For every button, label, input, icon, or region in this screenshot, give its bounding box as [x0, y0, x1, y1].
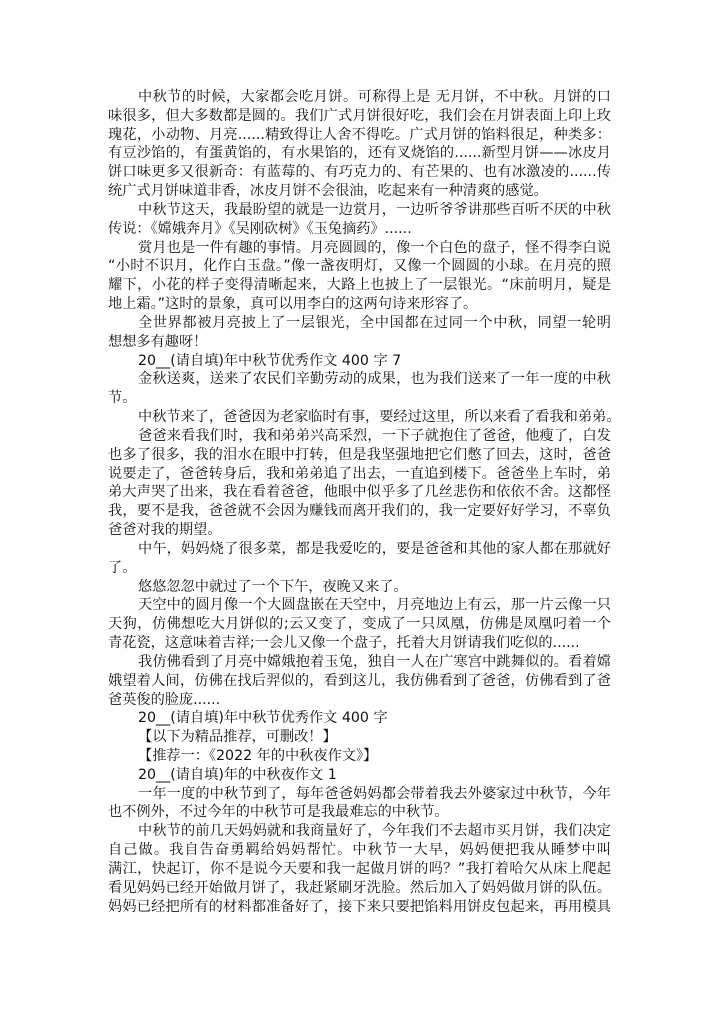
text-line: 了。 — [108, 559, 137, 576]
text-line: 耀下，小花的样子变得清晰起来，大路上也披上了一层银光。“床前明月，疑是 — [108, 277, 611, 294]
text-line: 青花瓷，这意味着吉祥;一会儿又像一个盘子，托着大月饼请我们吃似的...... — [108, 635, 580, 652]
paragraph — [108, 239, 611, 314]
text-line: 妈妈已经把所有的材料都准备好了，接下来只要把馅料用饼皮包起来，再用模具 — [108, 898, 611, 915]
text-line: 中秋节的前几天妈妈就和我商量好了，今年我们不去超市买月饼，我们决定 — [138, 823, 611, 840]
text-line: 金秋送爽，送来了农民们辛勤劳动的成果，也为我们送来了一年一度的中秋 — [138, 371, 611, 388]
text-line: 统广式月饼味道非香，冰皮月饼不会很油，吃起来有一种清爽的感觉。 — [108, 183, 548, 200]
paragraph — [108, 822, 611, 916]
text-line: 瑰花，小动物、月亮......精致得让人舍不得吃。广式月饼的馅料很足，种类多： — [108, 126, 611, 143]
text-line: 自己做。我自告奋勇羁给妈妈帮忙。中秋节一大早，妈妈便把我从睡梦中叫 — [108, 842, 611, 859]
paragraph — [108, 747, 611, 766]
text-line: 悠悠忽忽中就过了一个下午，夜晚又来了。 — [138, 578, 408, 595]
paragraph — [108, 785, 611, 823]
text-line: 【推荐一：《2022 年的中秋夜作文》】 — [138, 747, 378, 764]
text-line: 有豆沙馅的，有蛋黄馅的，有水果馅的，还有叉烧馅的......新型月饼——冰皮月 — [108, 145, 611, 162]
text-line: 一年一度的中秋节到了，每年爸爸妈妈都会带着我去外婆家过中秋节，今年 — [138, 785, 611, 802]
text-line: 天空中的圆月像一个大圆盘嵌在天空中，月亮地边上有云，那一片云像一只 — [138, 597, 611, 614]
paragraph — [108, 370, 611, 408]
text-line: 全世界都被月亮披上了一层银光，全中国都在过同一个中秋，同望一轮明 — [138, 314, 611, 331]
text-line: 【以下为精品推荐，可删改！】 — [138, 729, 337, 746]
text-line: 满江，快起订，你不是说今天要和我一起做月饼的吗？”我打着哈欠从床上爬起 — [108, 860, 611, 877]
paragraph — [108, 427, 611, 540]
text-line: 说要走了，爸爸转身后，我和弟弟追了出去，一直追到楼下。爸爸坐上车时，弟 — [108, 465, 611, 482]
text-line: 弟大声哭了出来，我在看着爸爸，他眼中似乎多了几丝悲伤和依依不舍。这都怪 — [108, 484, 611, 501]
paragraph — [108, 766, 611, 785]
text-line: 赏月也是一件有趣的事情。月亮圆圆的，像一个白色的盘子，怪不得李白说 — [138, 239, 611, 256]
paragraph — [108, 408, 621, 427]
paragraph — [108, 540, 611, 578]
text-line: 味很多，但大多数都是圆的。我们广式月饼很好吃，我们会在月饼表面上印上玫 — [108, 107, 611, 124]
text-line: “小时不识月，化作白玉盘。”像一盏夜明灯，又像一个圆圆的小球。在月亮的照 — [108, 258, 611, 275]
text-line: 传说：《嫦娥奔月》《吴刚砍树》《玉兔摘药》...... — [108, 220, 412, 237]
paragraph — [108, 596, 611, 652]
text-line: 我，要不是我，爸爸就不会因为赚钱而离开我们的，我一定要好好学习，不辜负 — [108, 503, 611, 520]
text-line: 地上霜。”这时的景象，真可以用李白的这两句诗来形容了。 — [108, 296, 478, 313]
text-line: 20__(请自填)年的中秋夜作文 1 — [138, 766, 337, 783]
document-body — [108, 88, 621, 916]
paragraph — [108, 201, 611, 239]
text-line: 中秋节的时候，大家都会吃月饼。可称得上是 无月饼，不中秋。月饼的口 — [138, 89, 611, 105]
paragraph — [108, 314, 611, 352]
text-line: 想想多有趣呀！ — [108, 333, 208, 350]
text-line: 也不例外，不过今年的中秋节可是我最难忘的中秋节。 — [108, 804, 449, 821]
text-line: 爸爸对我的期望。 — [108, 522, 222, 539]
paragraph — [108, 88, 611, 201]
text-line: 20__(请自填)年中秋节优秀作文 400 字 — [138, 710, 388, 727]
text-line: 节。 — [108, 390, 137, 407]
text-line: 天狗，仿佛想吃大月饼似的;云又变了，变成了一只凤凰，仿佛是凤凰叼着一个 — [108, 616, 611, 633]
text-line: 我仿佛看到了月亮中嫦娥抱着玉兔，独自一人在广寒宫中跳舞似的。看着嫦 — [138, 653, 611, 670]
paragraph — [108, 709, 611, 728]
text-line: 20__(请自填)年中秋节优秀作文 400 字 7 — [138, 352, 402, 369]
text-line: 中秋节这天，我最盼望的就是一边赏月，一边听爷爷讲那些百听不厌的中秋 — [138, 201, 611, 218]
paragraph — [108, 653, 611, 709]
text-line: 爸爸来看我们时，我和弟弟兴高采烈，一下子就抱住了爸爸，他瘦了，白发 — [138, 427, 611, 444]
paragraph — [108, 578, 611, 597]
text-line: 饼口味更多又很新奇：有蓝莓的、有巧克力的、有芒果的、也有冰激凌的......传 — [108, 164, 611, 181]
text-line: 娥望着人间，仿佛在找后羿似的，看到这儿，我仿佛看到了爸爸，仿佛看到了爸 — [108, 672, 611, 689]
text-line: 中秋节来了，爸爸因为老家临时有事，要经过这里，所以来看了看我和弟弟。 — [138, 409, 621, 426]
text-line: 看见妈妈已经开始做月饼了，我赶紧刷牙洗脸。然后加入了妈妈做月饼的队伍。 — [108, 879, 611, 896]
text-line: 也多了很多，我的泪水在眼中打转，但是我坚强地把它们憋了回去，这时，爸爸 — [108, 446, 611, 463]
paragraph — [108, 728, 611, 747]
paragraph — [108, 352, 611, 371]
text-line: 中午，妈妈烧了很多菜，都是我爱吃的，要是爸爸和其他的家人都在那就好 — [138, 540, 611, 557]
text-line: 爸英俊的脸庞...... — [108, 691, 221, 708]
